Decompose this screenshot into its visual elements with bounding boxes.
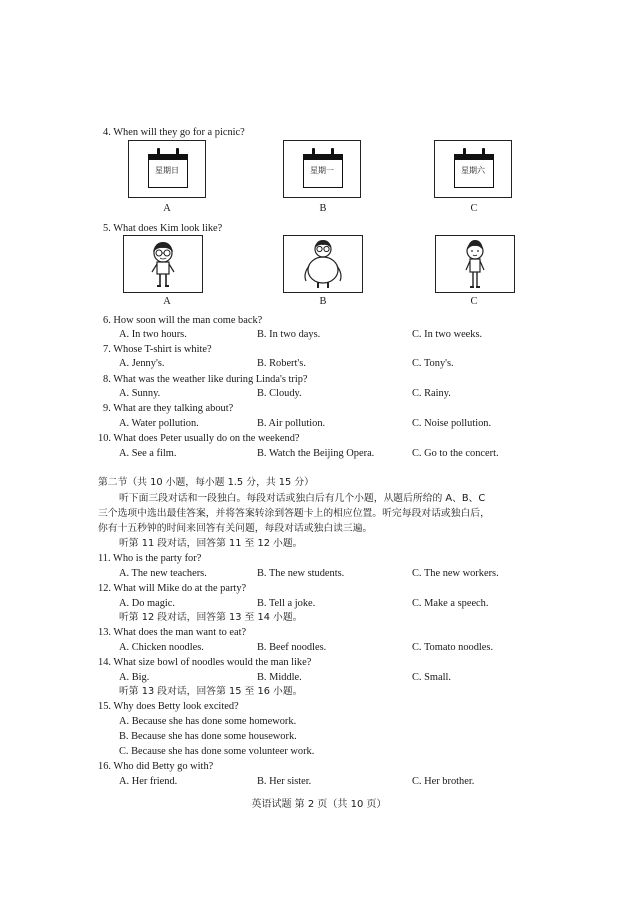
option-5a-letter: A — [163, 296, 171, 307]
question-5-stem: 5. What does Kim look like? — [103, 223, 223, 234]
question-15-stem: 15. Why does Betty look excited? — [98, 701, 239, 712]
option-4c-calendar — [434, 140, 512, 198]
question-9-option-b: B. Air pollution. — [257, 418, 326, 429]
question-6-stem: 6. How soon will the man come back? — [103, 315, 263, 326]
question-4-stem: 4. When will they go for a picnic? — [103, 127, 245, 138]
question-13-option-a: A. Chicken noodles. — [119, 642, 204, 653]
question-6-option-c: C. In two weeks. — [412, 329, 483, 340]
question-7-option-c: C. Tony's. — [412, 358, 454, 369]
calendar-day-label: 星期一 — [310, 166, 334, 175]
question-7-option-a: A. Jenny's. — [119, 358, 165, 369]
question-9-stem: 9. What are they talking about? — [103, 403, 234, 414]
option-4a-letter: A — [163, 203, 171, 214]
option-4b-letter: B — [319, 203, 327, 214]
question-14-option-a: A. Big. — [119, 672, 150, 683]
question-15-option-a: A. Because she has done some homework. — [119, 716, 297, 727]
question-16-option-b: B. Her sister. — [257, 776, 312, 787]
question-7-option-b: B. Robert's. — [257, 358, 306, 369]
question-14-option-c: C. Small. — [412, 672, 451, 683]
question-13-option-c: C. Tomato noodles. — [412, 642, 494, 653]
question-13-option-b: B. Beef noodles. — [257, 642, 327, 653]
heavy-boy-with-glasses-icon — [284, 236, 362, 292]
question-14-stem: 14. What size bowl of noodles would the man like? — [98, 657, 312, 668]
option-4c-letter: C — [470, 203, 478, 214]
instructions-line-1: 听下面三段对话和一段独白。每段对话或独白后有几个小题，从题后所给的 A、B、C — [119, 493, 486, 504]
dialogue-11-note: 听第 11 段对话，回答第 11 至 12 小题。 — [119, 538, 303, 549]
question-7-stem: 7. Whose T-shirt is white? — [103, 344, 212, 355]
question-6-option-b: B. In two days. — [257, 329, 321, 340]
question-12-option-b: B. Tell a joke. — [257, 598, 316, 609]
question-16-option-c: C. Her brother. — [412, 776, 475, 787]
question-11-stem: 11. Who is the party for? — [98, 553, 202, 564]
calendar-day-label: 星期日 — [155, 166, 179, 175]
question-10-option-c: C. Go to the concert. — [412, 448, 499, 459]
calendar-day-label: 星期六 — [461, 166, 485, 175]
option-4a-calendar — [128, 140, 206, 198]
question-8-option-b: B. Cloudy. — [257, 388, 302, 399]
question-8-option-a: A. Sunny. — [119, 388, 161, 399]
option-5c-picture — [435, 235, 515, 293]
question-6-option-a: A. In two hours. — [119, 329, 187, 340]
question-11-option-a: A. The new teachers. — [119, 568, 207, 579]
instructions-line-2: 三个选项中选出最佳答案，并将答案转涂到答题卡上的相应位置。听完每段对话或独白后， — [98, 508, 490, 519]
question-8-option-c: C. Rainy. — [412, 388, 451, 399]
question-10-option-a: A. See a film. — [119, 448, 177, 459]
question-9-option-c: C. Noise pollution. — [412, 418, 492, 429]
option-4b-calendar — [283, 140, 361, 198]
question-13-stem: 13. What does the man want to eat? — [98, 627, 247, 638]
question-12-option-c: C. Make a speech. — [412, 598, 489, 609]
instructions-line-3: 你有十五秒钟的时间来回答有关问题，每段对话或独白读三遍。 — [98, 523, 373, 534]
question-11-option-b: B. The new students. — [257, 568, 345, 579]
question-8-stem: 8. What was the weather like during Linda's trip? — [103, 374, 308, 385]
section-2-heading: 第二节（共 10 小题，每小题 1.5 分，共 15 分） — [98, 477, 314, 488]
question-15-option-b: B. Because she has done some housework. — [119, 731, 297, 742]
thin-boy-icon — [436, 236, 514, 292]
option-5c-letter: C — [470, 296, 478, 307]
question-12-stem: 12. What will Mike do at the party? — [98, 583, 247, 594]
question-11-option-c: C. The new workers. — [412, 568, 499, 579]
short-boy-with-glasses-icon — [124, 236, 202, 292]
dialogue-13-note: 听第 13 段对话，回答第 15 至 16 小题。 — [119, 686, 303, 697]
option-5b-picture — [283, 235, 363, 293]
question-10-stem: 10. What does Peter usually do on the weekend? — [98, 433, 300, 444]
question-14-option-b: B. Middle. — [257, 672, 302, 683]
question-16-option-a: A. Her friend. — [119, 776, 178, 787]
question-15-option-c: C. Because she has done some volunteer work. — [119, 746, 315, 757]
option-5b-letter: B — [319, 296, 327, 307]
question-9-option-a: A. Water pollution. — [119, 418, 199, 429]
question-10-option-b: B. Watch the Beijing Opera. — [257, 448, 375, 459]
question-16-stem: 16. Who did Betty go with? — [98, 761, 214, 772]
question-12-option-a: A. Do magic. — [119, 598, 175, 609]
page-footer: 英语试题 第 2 页（共 10 页） — [251, 799, 387, 810]
dialogue-12-note: 听第 12 段对话，回答第 13 至 14 小题。 — [119, 612, 303, 623]
option-5a-picture — [123, 235, 203, 293]
